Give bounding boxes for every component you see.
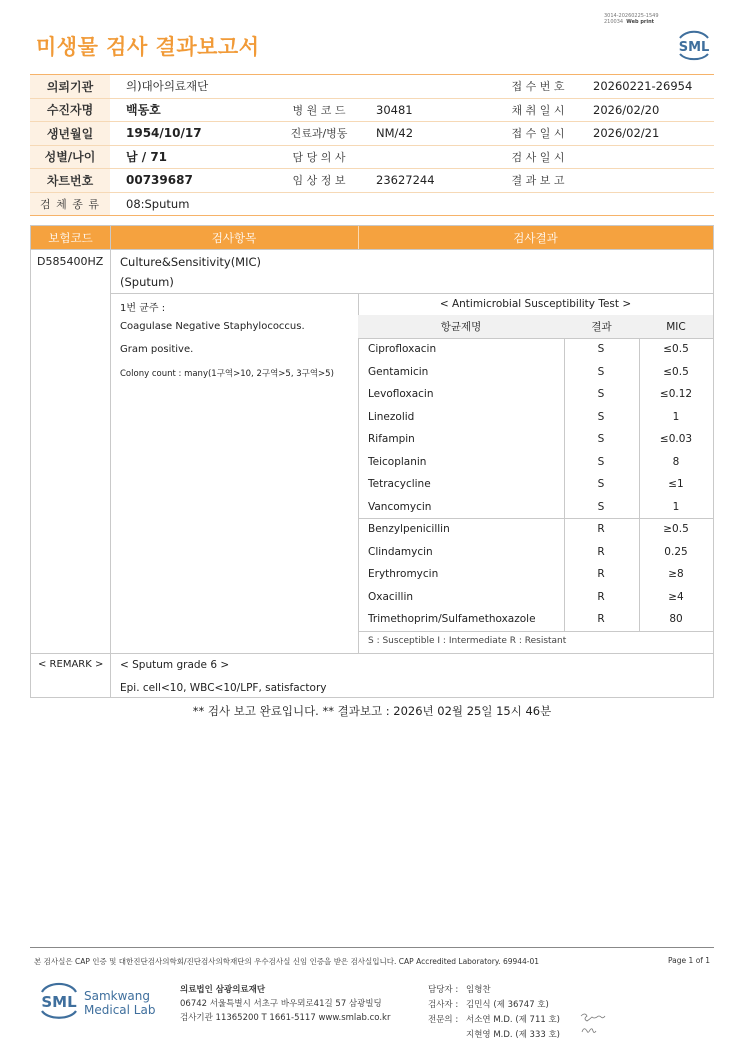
info-row [30, 169, 714, 193]
antibiotic-mic: ≤0.12 [659, 388, 693, 401]
label-hospital-code: 병 원 코 드 [292, 103, 346, 117]
organism-label: 1번 균주 : [120, 303, 166, 314]
divider [31, 249, 713, 250]
test-name: Culture&Sensitivity(MIC) [120, 255, 262, 269]
staff-row [428, 983, 560, 998]
antibiotic-result: R [597, 523, 605, 536]
ast-header-result: 결과 [591, 321, 612, 333]
table-row [358, 383, 713, 406]
specimen-label: (Sputum) [120, 275, 174, 289]
value-chart-number: 00739687 [126, 173, 193, 188]
page-number: Page 1 of 1 [668, 956, 711, 965]
antibiotic-mic: ≤0.03 [659, 433, 693, 446]
staff-name: 김민식 (제 36747 호) [466, 1000, 549, 1010]
organism-name: Coagulase Negative Staphylococcus. [120, 321, 305, 332]
remark-line-1: < Sputum grade 6 > [120, 659, 230, 671]
header-insurance-code: 보험코드 [48, 230, 93, 245]
antibiotic-result: R [597, 590, 605, 603]
staff-role: 담당자 : [428, 985, 459, 995]
staff-name: 임형찬 [466, 985, 491, 995]
antibiotic-name: Erythromycin [368, 568, 439, 581]
table-row [358, 361, 713, 384]
accreditation-note: 본 검사실은 CAP 인증 및 대한진단검사의학회/진단검사의학재단의 우수검사실 신임 인증을 받은 검사실입니다. CAP Accredited Laboratory. 69944-01 [34, 957, 540, 966]
info-row [30, 146, 714, 170]
organization-name: 의료법인 삼광의료재단 [180, 985, 266, 995]
contact-line: 검사기관 11365200 T 1661-5117 www.smlab.co.kr [180, 1013, 391, 1023]
divider [110, 226, 111, 698]
info-row [30, 193, 714, 217]
table-row [358, 428, 713, 451]
label-department: 진료과/병동 [290, 127, 348, 141]
svg-text:SML: SML [41, 993, 77, 1011]
antibiotic-name: Ciprofloxacin [368, 343, 437, 356]
antibiotic-mic: ≤1 [668, 478, 684, 491]
ast-header-name: 항균제명 [440, 321, 482, 333]
info-row [30, 99, 714, 123]
patient-info-table [30, 74, 714, 216]
insurance-code: D585400HZ [37, 255, 104, 268]
table-row [358, 473, 713, 496]
table-row [358, 541, 713, 564]
staff-name: 서소연 M.D. (제 711 호) [466, 1015, 561, 1025]
table-row [358, 608, 713, 631]
table-row [358, 563, 713, 586]
antibiotic-mic: 80 [669, 613, 683, 626]
result-legend: S : Susceptible I : Intermediate R : Resistant [368, 636, 567, 646]
sml-footer-logo [36, 980, 82, 1020]
antibiotic-mic: ≥4 [668, 590, 684, 603]
label-test-date: 검 사 일 시 [511, 150, 565, 164]
ast-title: < Antimicrobial Susceptibility Test > [439, 298, 632, 310]
results-header [31, 226, 713, 249]
staff-row [428, 1028, 560, 1043]
label-physician: 담 당 의 사 [292, 150, 346, 164]
antibiotic-result: S [597, 343, 605, 356]
label-clinical-info: 임 상 정 보 [292, 174, 346, 188]
brand-name-line-1: Samkwang [84, 989, 150, 1003]
table-row [358, 406, 713, 429]
staff-role: 전문의 : [428, 1015, 459, 1025]
antibiotic-name: Benzylpenicillin [368, 523, 450, 536]
value-birth-date: 1954/10/17 [126, 126, 202, 141]
svg-text:SML: SML [678, 40, 710, 55]
print-stamp-id: 3014-20260225-1549 [604, 13, 659, 19]
header-test-item: 검사항목 [211, 230, 257, 245]
label-birth-date: 생년월일 [30, 122, 110, 145]
table-row [358, 338, 713, 361]
label-patient-name: 수진자명 [30, 99, 110, 122]
antibiotic-name: Clindamycin [368, 545, 433, 558]
antibiotic-result: S [597, 388, 605, 401]
ast-header [358, 315, 713, 338]
value-patient-name: 백동호 [126, 103, 161, 118]
report-title: 미생물 검사 결과보고서 [36, 35, 260, 59]
antibiotic-result: R [597, 568, 605, 581]
label-collection-date: 채 취 일 시 [511, 103, 565, 117]
staff-role: 검사자 : [428, 1000, 459, 1010]
address-line: 06742 서울특별시 서초구 바우뫼로41길 57 삼광빌딩 [180, 999, 382, 1009]
antibiotic-mic: ≤0.5 [663, 365, 689, 378]
value-collection-date: 2026/02/20 [593, 102, 660, 117]
table-row [358, 586, 713, 609]
value-department: NM/42 [376, 126, 414, 141]
antibiotic-mic: ≤0.5 [663, 343, 689, 356]
antibiotic-name: Levofloxacin [368, 388, 434, 401]
antibiotic-result: R [597, 613, 605, 626]
value-clinical-info: 23627244 [376, 173, 435, 188]
label-receipt-number: 접 수 번 호 [511, 80, 565, 94]
antibiotic-mic: 0.25 [664, 545, 688, 558]
results-table [30, 225, 714, 698]
value-specimen-type: 08:Sputum [126, 196, 190, 211]
label-chart-number: 차트번호 [30, 169, 110, 192]
label-requesting-org: 의뢰기관 [30, 75, 110, 98]
value-sex-age: 남 / 71 [126, 150, 168, 165]
antibiotic-result: R [597, 545, 605, 558]
antibiotic-result: S [597, 410, 605, 423]
table-row [358, 496, 713, 519]
antibiotic-name: Gentamicin [368, 365, 429, 378]
staff-row [428, 998, 560, 1013]
antibiotic-result: S [597, 500, 605, 513]
staff-name: 지현영 M.D. (제 333 호) [466, 1030, 561, 1040]
staff-row [428, 1013, 560, 1028]
antibiotic-result: S [597, 455, 605, 468]
info-row [30, 75, 714, 99]
antibiotic-name: Rifampin [368, 433, 415, 446]
antibiotic-name: Teicoplanin [368, 455, 427, 468]
antibiotic-result: S [597, 365, 605, 378]
antibiotic-result: S [597, 478, 605, 491]
table-row [358, 518, 713, 541]
staff-list [428, 983, 560, 1043]
colony-count: Colony count : many(1구역>10, 2구역>5, 3구역>5) [120, 369, 334, 379]
brand-name-line-2: Medical Lab [84, 1003, 156, 1017]
print-stamp-code: 210034 [604, 19, 624, 25]
remark-line-2: Epi. cell<10, WBC<10/LPF, satisfactory [120, 682, 327, 694]
header-test-result: 검사결과 [513, 230, 558, 245]
antibiotic-mic: ≥0.5 [663, 523, 689, 536]
print-stamp [604, 13, 659, 25]
antibiotic-result: S [597, 433, 605, 446]
signature-image [578, 1010, 608, 1040]
table-row [358, 451, 713, 474]
remark-label: < REMARK > [38, 659, 104, 670]
gram-stain: Gram positive. [120, 344, 194, 355]
label-sex-age: 성별/나이 [30, 146, 110, 169]
divider [358, 226, 359, 249]
label-result-report: 결 과 보 고 [511, 174, 565, 188]
footer-divider [30, 947, 714, 948]
value-requesting-org: 의)대아의료재단 [126, 79, 209, 94]
antibiotic-name: Linezolid [368, 410, 415, 423]
print-stamp-mode: Web print [626, 19, 655, 25]
report-completion: ** 검사 보고 완료입니다. ** 결과보고 : 2026년 02월 25일 15시 46분 [192, 704, 552, 718]
antibiotic-mic: ≥8 [668, 568, 684, 581]
antibiotic-mic: 8 [672, 455, 680, 468]
antibiotic-name: Trimethoprim/Sulfamethoxazole [368, 613, 536, 626]
brand-name [84, 989, 155, 1017]
divider [31, 653, 713, 654]
antibiotic-name: Vancomycin [368, 500, 432, 513]
antibiotic-name: Oxacillin [368, 590, 414, 603]
value-receipt-number: 20260221-26954 [593, 79, 693, 94]
antibiotic-mic: 1 [672, 500, 680, 513]
antibiotic-mic: 1 [672, 410, 680, 423]
sml-logo [674, 26, 714, 62]
ast-header-mic: MIC [666, 320, 686, 333]
divider [358, 631, 713, 632]
label-specimen-type: 검 체 종 류 [30, 193, 110, 216]
value-hospital-code: 30481 [376, 102, 413, 117]
antibiotic-name: Tetracycline [368, 478, 431, 491]
organization-address [180, 983, 390, 1025]
label-receipt-date: 접 수 일 시 [511, 127, 565, 141]
info-row [30, 122, 714, 146]
value-receipt-date: 2026/02/21 [593, 126, 660, 141]
